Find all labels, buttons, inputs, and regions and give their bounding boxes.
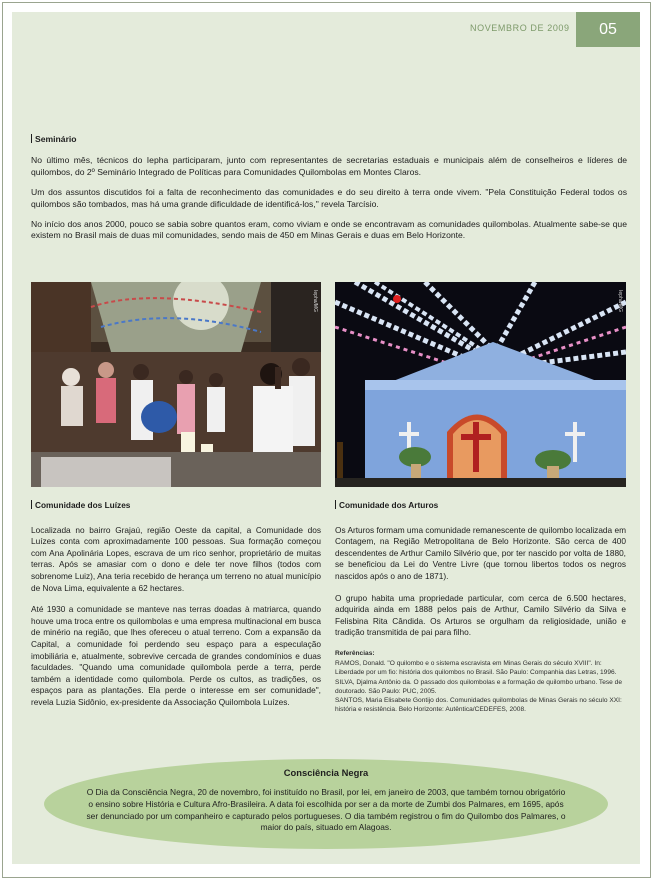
references-title: Referências:: [335, 649, 375, 657]
caption-text: Comunidade dos Arturos: [339, 500, 439, 510]
article-paragraph: Localizada no bairro Grajaú, região Oeste da capital, a Comunidade dos Luízes conta com aproximadamente 100 pessoas. Sua formação começou com Ana Apolinária Lopes, escrava de um rico senhor, proprietário de muitas terras. Após se amasiar com o dono e dele ter nove filhos (todos com sobrenome Luiz), Ana teria recebido de herança um terreno no atual município de Nova Lima, equivalente a 62 hectares.: [31, 524, 321, 593]
photo-credit: Iepha/MG: [617, 290, 623, 312]
highlight-box-text: O Dia da Consciência Negra, 20 de novembro, foi instituído no Brasil, por lei, em janeiro de 2003, que também tornou obrigatório o ensino sobre História e Cultura Afro-Brasileira. A data foi escolhida por ser a da morte de Zumbi dos Palmares, em 1695, após ser denunciado por um companheiro e capturado pelos portugueses. O dia também registrou o fim do Quilombo dos Palmares, o maior do país, situado em Alagoas.: [86, 787, 566, 833]
caption-bar: [31, 500, 32, 509]
article-paragraph: O grupo habita uma propriedade particular, com cerca de 6.500 hectares, adquirida ainda em 1888 pelos pais de Arthur, Camilo Silvério da Silva e Felisbina Rita Cândida. Os Arturos se orgulham da religiosidade, união e tradição transmitida de pai para filho.: [335, 592, 626, 638]
reference-item: RAMOS, Donald. "O quilombo e o sistema escravista em Minas Gerais do século XVIII". In: Liberdade por um fio: história dos quilombos no Brasil. São Paulo: Companhia das Letras, 1996.: [335, 660, 617, 677]
title-bar: [31, 134, 32, 143]
intro-paragraph: Um dos assuntos discutidos foi a falta de reconhecimento das comunidades e do seu direito à terra onde vivem. "Pela Constituição Federal todos os quilombos são tombados, mas há uma grande dificuldade de identificá-los," revela Tarcísio.: [31, 187, 627, 209]
section-title-text: Seminário: [35, 134, 77, 144]
luizes-article: [31, 500, 321, 719]
intro-section: [31, 134, 627, 251]
reference-item: SANTOS, Maria Elisabete Gontijo dos. Comunidades quilombolas de Minas Gerais no século XXI: história e resistência. Belo Horizonte: Autêntica/CEDEFES, 2008.: [335, 696, 622, 714]
article-paragraph: Os Arturos formam uma comunidade remanescente de quilombo localizada em Contagem, na Região Metropolitana de Belo Horizonte. São cerca de 400 descendentes de Arthur Camilo Silvério que, por ter nascido por volta de 1880, se beneficiou da Lei do Ventre Livre (que tornou libertos todos os negros nascidos após o ano de 1871).: [335, 524, 626, 581]
arturos-article: [335, 500, 626, 714]
reference-item: SILVA, Djalma Antônio da. O passado dos quilombolas e a formação de quilombo urbano. Tese de doutorado. São Paulo: PUC, 2005.: [335, 678, 623, 695]
page-number: 05: [576, 12, 640, 47]
highlight-box-title: Consciência Negra: [283, 767, 369, 778]
section-title: [31, 134, 627, 145]
references: [335, 649, 626, 714]
issue-date: NOVEMBRO DE 2009: [470, 23, 570, 33]
photo-caption-left: [31, 500, 321, 512]
photo-caption-right: [335, 500, 626, 512]
caption-bar: [335, 500, 336, 509]
photo-arturos-chapel: [335, 282, 626, 487]
photo-luizes-community: [31, 282, 321, 487]
caption-text: Comunidade dos Luízes: [35, 500, 131, 510]
article-paragraph: Até 1930 a comunidade se manteve nas terras doadas à matriarca, quando houve uma troca entre os quilombolas e uma empresa multinacional em busca de minério na região, que lhes ofereceu o atual terreno. Com a expansão da Capital, a comunidade foi perdendo seu espaço para a especulação imobiliária e, atualmente, sobrevive cercada de grandes condomínios e duas faculdades. "Quando uma comunidade quilombola perde a terra, perde também a identidade como quilombola. Perde os cultos, as tradições, os espaços para as plantações. Ela perde o interesse em ser comunidade", revela Luzia Sidônio, ex-presidente da Associação Quilombola Luízes.: [31, 604, 321, 707]
intro-paragraph: No último mês, técnicos do Iepha participaram, junto com representantes de secretarias estaduais e municipais além de conselheiros e líderes de quilombos, do 2º Seminário Integrado de Políticas para Comunidades Quilombolas em Montes Claros.: [31, 155, 627, 177]
photo-credit: Iepha/MG: [312, 290, 318, 312]
intro-paragraph: No início dos anos 2000, pouco se sabia sobre quantos eram, como viviam e onde se encontravam as comunidades quilombolas. Atualmente sabe-se que existem no Brasil mais de duas mil comunidades, sendo mais de 450 em Minas Gerais e duas em Belo Horizonte.: [31, 219, 627, 241]
